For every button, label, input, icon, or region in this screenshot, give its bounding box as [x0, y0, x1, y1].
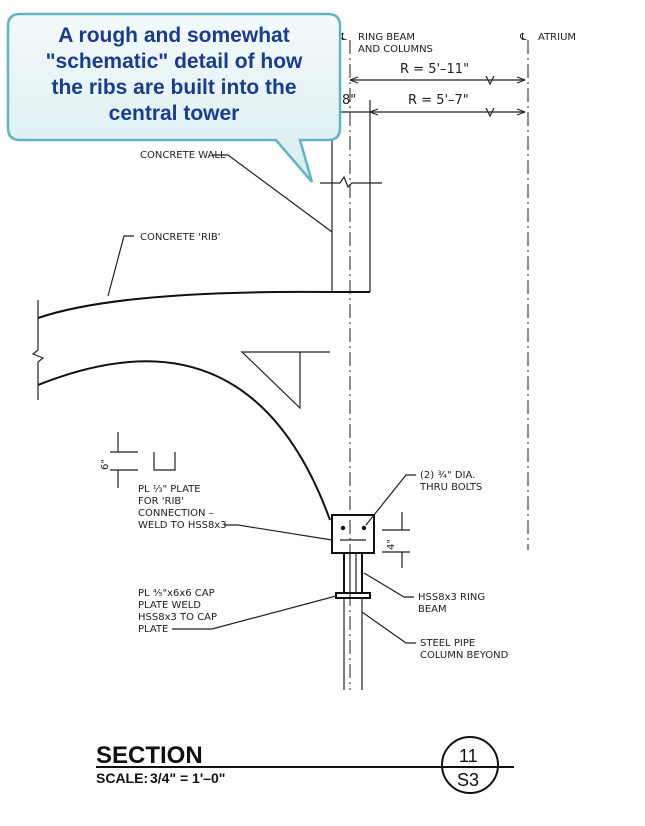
label-cap-plate-3: HSS8x3 TO CAP: [138, 612, 218, 623]
callout-line-4: central tower: [108, 102, 240, 125]
ring-beam-label-1: RING BEAM: [358, 32, 415, 43]
label-pl-plate-4: WELD TO HSS8x3: [138, 520, 227, 531]
label-steel-pipe-2: COLUMN BEYOND: [420, 650, 509, 661]
rib-break-line: [33, 300, 43, 400]
label-hss-ring-beam-2: BEAM: [418, 604, 447, 615]
label-cap-plate-1: PL ⅘"x6x6 CAP: [138, 588, 215, 599]
label-cap-plate-2: PLATE WELD: [138, 600, 201, 611]
title-section: SECTION: [96, 742, 203, 769]
label-thru-bolts-1: (2) ¾" DIA.: [420, 470, 476, 481]
leader-concrete-wall: [212, 155, 332, 232]
cap-plate: [336, 593, 370, 598]
ring-beam-label-2: AND COLUMNS: [358, 44, 433, 55]
label-concrete-wall: CONCRETE WALL: [140, 150, 226, 161]
label-pl-plate-1: PL ⅓" PLATE: [138, 484, 201, 495]
label-concrete-rib: CONCRETE 'RIB': [140, 232, 221, 243]
dim-plate-height: 6": [100, 459, 111, 470]
callout-line-2: "schematic" detail of how: [45, 50, 303, 73]
leader-steel-pipe: [362, 612, 416, 643]
detail-number: 11: [459, 746, 478, 766]
dim-wall-thickness: 8": [342, 93, 357, 108]
scale-value: 3/4" = 1'–0": [150, 770, 226, 786]
leader-pl-plate: [224, 525, 332, 540]
label-thru-bolts-2: THRU BOLTS: [420, 482, 483, 493]
cl-symbol-ring: ℄: [340, 32, 347, 43]
bolt-left: [341, 526, 345, 530]
scale-label: SCALE:: [96, 770, 149, 786]
connection-plate: [332, 515, 374, 553]
bolt-right: [362, 526, 366, 530]
label-steel-pipe-1: STEEL PIPE: [420, 638, 476, 649]
leader-concrete-rib: [108, 236, 134, 296]
label-cap-plate-4: PLATE: [138, 624, 169, 635]
dim-r-outer: R = 5'–11": [400, 62, 470, 77]
callout-line-1: A rough and somewhat: [58, 24, 290, 47]
rib-haunch-triangle: [242, 352, 300, 408]
plate-detail-symbol: [154, 452, 175, 470]
cl-symbol-atrium: ℄: [520, 32, 527, 43]
dim-r-inner: R = 5'–7": [408, 93, 469, 108]
callout-line-3: the ribs are built into the: [51, 76, 297, 99]
label-hss-ring-beam-1: HSS8x3 RING: [418, 592, 486, 603]
atrium-label: ATRIUM: [538, 32, 577, 43]
dim-bolt-offset: 4": [386, 539, 397, 550]
leader-hss: [364, 573, 414, 597]
hss-ring-beam: [344, 553, 362, 593]
sheet-number: S3: [457, 770, 480, 790]
label-pl-plate-2: FOR 'RIB': [138, 496, 185, 507]
rib-top-curve: [38, 292, 370, 318]
label-pl-plate-3: CONNECTION –: [138, 508, 214, 519]
wall-break-line: [320, 177, 382, 187]
